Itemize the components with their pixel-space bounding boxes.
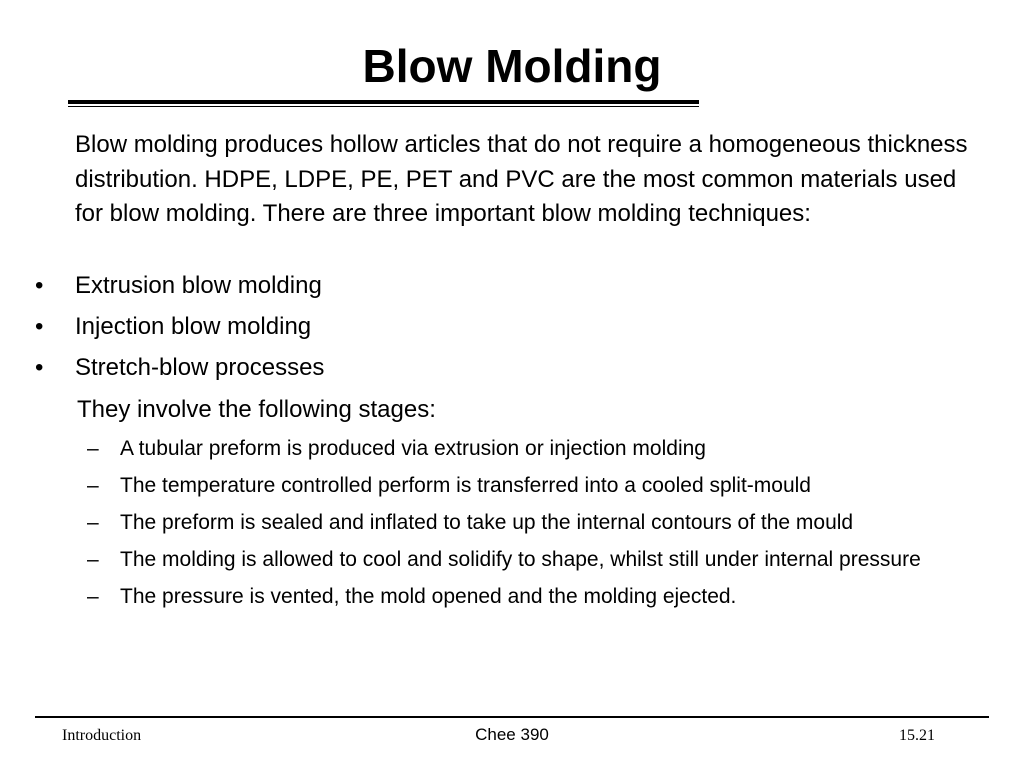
technique-label: Stretch-blow processes: [75, 354, 325, 381]
stage-text: The molding is allowed to cool and solidify to shape, whilst still under internal pressure: [120, 548, 921, 571]
list-item: [0, 310, 1024, 351]
techniques-list: [0, 269, 1024, 392]
stage-text: The temperature controlled perform is transferred into a cooled split-mould: [120, 474, 811, 497]
footer-section-label: Introduction: [62, 727, 142, 744]
stages-intro: They involve the following stages:: [77, 396, 436, 423]
list-item: [0, 434, 1024, 464]
bullet-icon: •: [35, 272, 44, 299]
footer-course-label: Chee 390: [475, 725, 549, 744]
list-item: [0, 471, 1024, 501]
list-item: [0, 508, 1024, 538]
intro-paragraph: Blow molding produces hollow articles that do not require a homogeneous thickness distribution. HDPE, LDPE, PE, PET and PVC are the most common materials used for blow molding. There are three important blow molding techniques:: [75, 131, 968, 227]
list-item: [0, 545, 1024, 575]
stage-text: The pressure is vented, the mold opened and the molding ejected.: [120, 585, 737, 608]
bullet-icon: •: [35, 354, 44, 381]
technique-label: Injection blow molding: [75, 313, 312, 340]
list-item: [0, 582, 1024, 612]
title-underline-thick: [68, 100, 699, 104]
stage-text: A tubular preform is produced via extrusion or injection molding: [120, 437, 706, 460]
dash-icon: –: [87, 585, 99, 608]
list-item: [0, 351, 1024, 392]
slide-title: Blow Molding: [362, 40, 662, 92]
dash-icon: –: [87, 437, 99, 460]
stage-text: The preform is sealed and inflated to take up the internal contours of the mould: [120, 511, 854, 534]
bullet-icon: •: [35, 313, 44, 340]
footer-divider: [35, 716, 989, 718]
technique-label: Extrusion blow molding: [75, 272, 322, 299]
dash-icon: –: [87, 511, 99, 534]
dash-icon: –: [87, 548, 99, 571]
stages-list: [0, 434, 1024, 619]
dash-icon: –: [87, 474, 99, 497]
title-underline-thin: [68, 106, 699, 107]
list-item: [0, 269, 1024, 310]
slide-number: 15.21: [899, 727, 935, 744]
